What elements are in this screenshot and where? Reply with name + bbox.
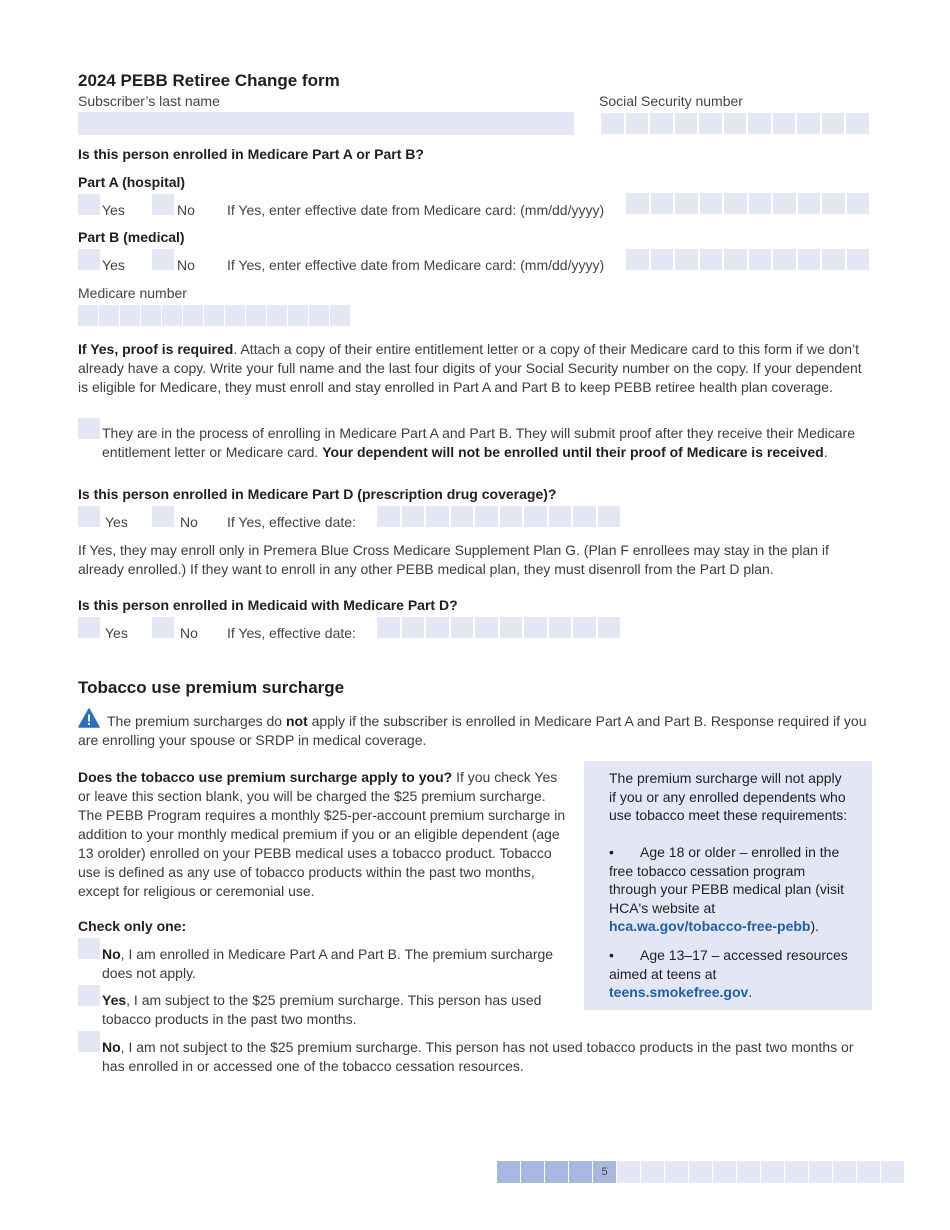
part-d-note: If Yes, they may enroll only in Premera Blue Cross Medicare Supplement Plan G. (Plan F enrollees may stay in the plan if already enrolled.) If they want to enroll in any other PEBB medical plan, they must disenroll from the Part D plan. (78, 542, 829, 577)
page-tab (641, 1161, 664, 1183)
hca-link[interactable]: hca.wa.gov/tobacco-free-pebb (609, 918, 811, 934)
in-process-checkbox[interactable] (78, 418, 100, 439)
option-1-bold: No (102, 946, 121, 962)
part-d-date-prompt: If Yes, effective date: (227, 514, 356, 530)
tobacco-question-paragraph (78, 768, 568, 901)
medicaid-yes-label: Yes (105, 625, 128, 641)
page-tab (545, 1161, 568, 1183)
part-d-question: Is this person enrolled in Medicare Part D (prescription drug coverage)? (78, 486, 557, 502)
tobacco-requirements-box (584, 761, 872, 1010)
in-process-end: . (823, 444, 828, 460)
medicaid-date-prompt: If Yes, effective date: (227, 625, 356, 641)
page-tab (617, 1161, 640, 1183)
page-tab (497, 1161, 520, 1183)
bullet-2-end: . (748, 984, 753, 1000)
medicaid-no-label: No (180, 625, 198, 641)
page-tab (785, 1161, 808, 1183)
page-indicator (497, 1161, 904, 1183)
page-tab (521, 1161, 544, 1183)
sidebox-bullet-1 (609, 843, 849, 936)
current-page-number: 5 (593, 1161, 616, 1183)
option-2-bold: Yes (102, 992, 127, 1008)
part-a-no-label: No (177, 202, 195, 218)
part-b-label: Part B (medical) (78, 229, 185, 245)
part-b-no-checkbox[interactable] (152, 249, 174, 270)
tobacco-question-text: If you check Yes or leave this section blank, you will be charged the $25 premium surcharge. The PEBB Program requires a monthly $25-per-account premium surcharge in addition to your monthly medical premium if you or an eligible dependent (age 13 orolder) enrolled on your PEBB medical uses a tobacco product. Tobacco use is defined as any use of tobacco products within the past two months, except for religious or ceremonial use. (78, 769, 566, 899)
page-tab (737, 1161, 760, 1183)
tobacco-option-1-text (102, 945, 562, 983)
bullet-1-end: ). (810, 918, 820, 934)
tobacco-option-2-text (102, 991, 562, 1029)
bullet-marker: • (609, 844, 614, 860)
page-tab (833, 1161, 856, 1183)
tobacco-warning-text (78, 712, 874, 750)
medicare-number-label: Medicare number (78, 285, 187, 301)
part-d-yes-label: Yes (105, 514, 128, 530)
option-1-text: , I am enrolled in Medicare Part A and Part B. The premium surcharge does not apply. (102, 946, 554, 981)
sidebox-bullet-2 (609, 946, 849, 1002)
bullet-2-text: Age 13–17 – accessed resources aimed at teens at (609, 947, 848, 982)
tobacco-option-2-checkbox[interactable] (78, 985, 100, 1006)
smokefree-link[interactable]: teens.smokefree.gov (609, 984, 749, 1000)
part-d-date-input[interactable] (377, 506, 620, 527)
page-tab (665, 1161, 688, 1183)
page-tab (569, 1161, 592, 1183)
proof-text: . Attach a copy of their entire entitlement letter or a copy of their Medicare card to this form if we don’t already have a copy. Write your full name and the last four digits of your Social Security number on the copy. If your dependent is eligible for Medicare, they must enroll and stay enrolled in Part A and Part B to keep PEBB retiree health plan coverage. (78, 341, 862, 395)
ssn-label: Social Security number (599, 93, 743, 109)
in-process-text (102, 424, 862, 462)
part-d-no-checkbox[interactable] (152, 506, 174, 527)
subscriber-last-name-label: Subscriber’s last name (78, 93, 220, 109)
tobacco-option-3-text (102, 1038, 872, 1076)
proof-paragraph (78, 340, 874, 397)
sidebox-intro: The premium surcharge will not apply if you or any enrolled dependents who use tobacco meet these requirements: (609, 770, 848, 823)
part-a-label: Part A (hospital) (78, 174, 186, 190)
page-tab (761, 1161, 784, 1183)
option-3-text: , I am not subject to the $25 premium surcharge. This person has not used tobacco products in the past two months or has enrolled in or accessed one of the tobacco cessation resources. (102, 1039, 854, 1074)
part-d-no-label: No (180, 514, 198, 530)
tobacco-question-bold: Does the tobacco use premium surcharge apply to you? (78, 769, 453, 785)
option-2-text: , I am subject to the $25 premium surcharge. This person has used tobacco products in the past two months. (102, 992, 542, 1027)
medicaid-yes-checkbox[interactable] (78, 617, 100, 638)
part-b-date-prompt: If Yes, enter effective date from Medicare card: (mm/dd/yyyy) (227, 257, 605, 273)
page-tab (809, 1161, 832, 1183)
in-process-bold: Your dependent will not be enrolled until their proof of Medicare is received (322, 444, 824, 460)
bullet-marker: • (609, 947, 614, 963)
part-a-no-checkbox[interactable] (152, 194, 174, 215)
medicare-ab-question: Is this person enrolled in Medicare Part A or Part B? (78, 146, 424, 162)
part-a-yes-label: Yes (102, 202, 125, 218)
part-a-yes-checkbox[interactable] (78, 194, 100, 215)
medicaid-no-checkbox[interactable] (152, 617, 174, 638)
tobacco-heading: Tobacco use premium surcharge (78, 678, 345, 697)
medicaid-question: Is this person enrolled in Medicaid with Medicare Part D? (78, 597, 458, 613)
part-b-no-label: No (177, 257, 195, 273)
warn-bold: not (285, 713, 308, 729)
page-tab (713, 1161, 736, 1183)
medicaid-date-input[interactable] (377, 617, 620, 638)
part-a-date-input[interactable] (626, 193, 869, 214)
in-process-plain: They are in the process of enrolling in Medicare Part A and Part B. They will submit proof after they receive their Medicare entitlement letter or Medicare card. (102, 425, 855, 460)
ssn-input[interactable] (601, 113, 869, 134)
subscriber-last-name-input[interactable] (78, 112, 574, 135)
medicare-number-input[interactable] (78, 305, 350, 326)
warn-pre: The premium surcharges do (107, 713, 286, 729)
form-title: 2024 PEBB Retiree Change form (78, 71, 340, 90)
part-a-date-prompt: If Yes, enter effective date from Medicare card: (mm/dd/yyyy) (227, 202, 605, 218)
page-tab (689, 1161, 712, 1183)
proof-bold: If Yes, proof is required (78, 341, 234, 357)
part-b-date-input[interactable] (626, 249, 869, 270)
page-tab (857, 1161, 880, 1183)
bullet-1-text: Age 18 or older – enrolled in the free tobacco cessation program through your PEBB medical plan (visit HCA's website at (609, 844, 844, 916)
tobacco-option-1-checkbox[interactable] (78, 938, 100, 959)
part-b-yes-checkbox[interactable] (78, 249, 100, 270)
page-tab (881, 1161, 904, 1183)
warn-post: apply if the subscriber is enrolled in Medicare Part A and Part B. Response required if you are enrolling your spouse or SRDP in medical coverage. (78, 713, 867, 748)
part-b-yes-label: Yes (102, 257, 125, 273)
option-3-bold: No (102, 1039, 121, 1055)
part-d-yes-checkbox[interactable] (78, 506, 100, 527)
check-only-one-label: Check only one: (78, 918, 187, 934)
tobacco-option-3-checkbox[interactable] (78, 1031, 100, 1052)
